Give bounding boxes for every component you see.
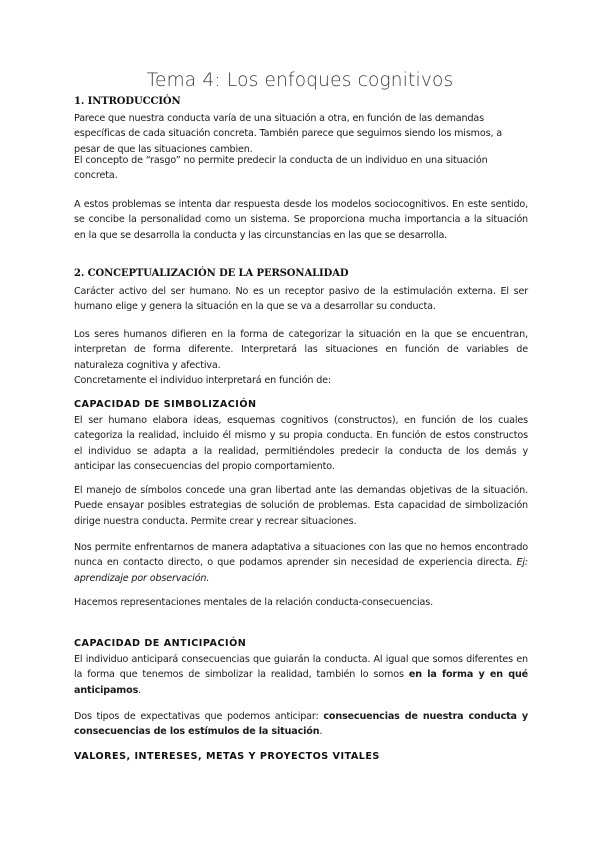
concept-paragraph-3: Concretamente el individuo interpretará en función de: [74, 375, 332, 386]
anticipacion-paragraph-1-end: . [138, 684, 142, 696]
anticipacion-paragraph-2 [74, 709, 528, 740]
subheading-valores: VALORES, INTERESES, METAS Y PROYECTOS VITALES [74, 751, 380, 762]
intro-paragraph-3: A estos problemas se intenta dar respuesta desde los modelos sociocognitivos. En este sentido, se concibe la personalidad como un sistema. Se proporciona mucha importancia a la situación en la que se desarrolla la conducta y las circunstancias en las que se desarrolla. [74, 199, 528, 241]
intro-paragraph-2: El concepto de “rasgo” no permite predecir la conducta de un individuo en una situación concreta. [74, 155, 488, 182]
simbolizacion-example: Ej: aprendizaje por observación. [74, 557, 528, 584]
simbolizacion-paragraph-1: El ser humano elabora ideas, esquemas cognitivos (constructos), en función de los cuales categoriza la realidad, incluido él mismo y su propia conducta. En función de estos constructos el individuo se adapta a la realidad, permitiéndoles predecir la conducta de los demás y anticipar las consecuencias del propio comportamiento. [74, 415, 528, 472]
intro-paragraph-1: Parece que nuestra conducta varía de una situación a otra, en función de las demandas específicas de cada situación concreta. También parece que seguimos siendo los mismos, a pesar de que las situaciones cambien. [74, 113, 502, 155]
anticipacion-paragraph-2-text: Dos tipos de expectativas que podemos anticipar: [74, 711, 324, 722]
anticipacion-paragraph-2-bold: consecuencias de nuestra conducta y consecuencias de los estímulos de la situación [74, 711, 528, 738]
concept-paragraph-2: Los seres humanos difieren en la forma de categorizar la situación en la que se encuentran, interpretan de forma diferente. Interpretará las situaciones en función de variables de naturaleza cognitiva y afectiva. [74, 329, 528, 371]
anticipacion-paragraph-1-text: El individuo anticipará consecuencias que guiarán la conducta. Al igual que somos diferentes en la forma que tenemos de simbolizar la realidad, también lo somos [74, 654, 528, 681]
section-heading-conceptualizacion: 2. CONCEPTUALIZACIÓN DE LA PERSONALIDAD [74, 268, 349, 279]
simbolizacion-paragraph-4: Hacemos representaciones mentales de la relación conducta-consecuencias. [74, 597, 433, 608]
simbolizacion-paragraph-2: El manejo de símbolos concede una gran libertad ante las demandas objetivas de la situación. Puede ensayar posibles estrategias de solución de problemas. Esta capacidad de simbolización dirige nuestra conducta. Permite crear y recrear situaciones. [74, 485, 528, 527]
concept-paragraph-1: Carácter activo del ser humano. No es un receptor pasivo de la estimulación externa. El ser humano elige y genera la situación en la que se va a desarrollar su conducta. [74, 286, 528, 313]
anticipacion-paragraph-2-end: . [319, 726, 323, 738]
simbolizacion-paragraph-3-text: Nos permite enfrentarnos de manera adaptativa a situaciones con las que no hemos encontrado nunca en contacto directo, o que podamos aprender sin necesidad de experiencia directa. [74, 542, 528, 569]
section-heading-introduccion: 1. INTRODUCCIÓN [74, 96, 181, 107]
document-title: Tema 4: Los enfoques cognitivos [146, 70, 454, 91]
simbolizacion-paragraph-3 [74, 540, 528, 586]
subheading-anticipacion: CAPACIDAD DE ANTICIPACIÓN [74, 638, 247, 649]
subheading-simbolizacion: CAPACIDAD DE SIMBOLIZACIÓN [74, 399, 257, 410]
anticipacion-paragraph-1-bold: en la forma y en qué anticipamos [74, 669, 529, 696]
anticipacion-paragraph-1 [74, 652, 528, 698]
